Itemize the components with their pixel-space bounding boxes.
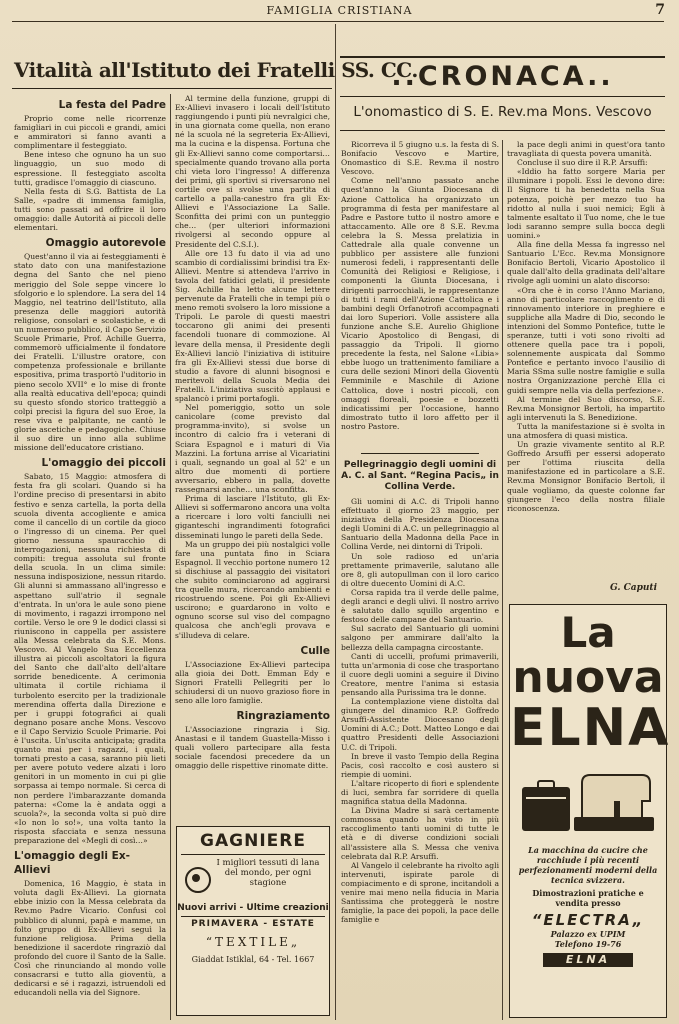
paragraph: Un sole radioso ed un'aria prettamente primaverile, salutano alle ore 8, gli autopullman con il loro carico di oltre duecento Uomini di A.C. bbox=[341, 551, 499, 588]
paragraph: Al termine della funzione, gruppi di Ex-Allievi invasero i locali dell'Istituto raggiungendo i punti più nevralgici che, in una giornata come quella, non erano né la scuola né la segreteria Ex-Allievi, ma la cucina e la dispensa. Fortuna che gli Ex-Allievi sanno come comportarsi… specialmente quando trovano alla porta chi vieta loro l'ingresso! A differenza dei primi, gli sportivi si riversarono nel cortile ove si svolse una partita di cartello a palla-canestro fra gli Ex-Allievi e l'Associazione La Salle. Sconfitta dei primi con un punteggio che… (per ulteriori informazioni rivolgersi al secondo oppure al Presidente del C.S.I.). bbox=[175, 94, 330, 249]
paragraph: Gli uomini di A.C. di Tripoli hanno effettuato il giorno 23 maggio, per iniziativa della Presidenza Diocesana degli Uomini di A.C. un pellegrinaggio al Santuario della Madonna della Pace in Collina Verde, nei dintorni di Tripoli. bbox=[341, 497, 499, 552]
paragraph: Sul sacrato del Santuario gli uomini salgono per ammirare dall'alto la bellezza della campagna circostante. bbox=[341, 624, 499, 652]
ad-highlight: Nuovi arrivi - Ultime creazioni bbox=[177, 903, 329, 913]
ad-tagline: I migliori tessuti di lana del mondo, per ogni stagione bbox=[216, 858, 320, 888]
ad-nuova: nuova bbox=[512, 652, 664, 703]
paragraph: Al Vangelo il celebrante ha rivolto agli intervenuti, ispirate parole di compiacimento e di sprone, incitandoli a venire mai meno nella fiducia in Maria Santissima che proteggerà le nostre famiglie, la pace dei popoli, la pace delle famiglie e bbox=[341, 860, 499, 925]
paragraph: Nel pomeriggio, sotto un sole canicolare (come previsto dal programma-invito), si svolse un incontro di calcio fra i veterani di Sciara Espagnol e i maturi di Via Mazzini. La fortuna arrise al Vicariatini i quali, segnando un goal al 52' e un altro due momenti di portiere avversario, ebbero in palla, dovette rassegnarsi anche… una sconfitta. bbox=[175, 403, 330, 495]
section-heading: La festa del Padre bbox=[58, 99, 166, 111]
column-divider bbox=[502, 140, 503, 1020]
paragraph: L'Associazione ringrazia i Sig. Anastasi e il tandem Guastella-Misso i quali vollero partecipare alla festa sociale facendosi precedere da un omaggio delle rispettive rinomate ditte. bbox=[175, 725, 330, 771]
onomastico-title: L'onomastico di S. E. Rev.ma Mons. Vescovo bbox=[353, 104, 652, 120]
paragraph: Bene inteso che ognuno ha un suo linguaggio, un suo modo di espressione. Il festeggiato ascolta tutti, gradisce l'omaggio di ciascuno. bbox=[14, 150, 166, 187]
article-signature: G. Caputi bbox=[609, 583, 657, 593]
section-heading: Culle bbox=[300, 644, 330, 657]
paragraph: Come nell'anno passato anche quest'anno la Giunta Diocesana di Azione Cattolica ha organizzato un programma di festa per manifestare al Padre e Pastore tutto il nostro amore e attaccamento. Alle ore 8 S.E. Rev.ma celebra la S. Messa prelatizia in Cattedrale alla quale convenne un pubblico per assistere alle funzioni numerosi fedeli, i rappresentanti delle Comunità dei Religiosi e Religiose, i componenti la Giunta Diocesana, i dirigenti parrocchiali, le rappresentanze di tutti i rami dell'Azione Cattolica e i bambini degli Orfanotrofi accompagnati dai loro Superiori. Volle assistere alla funzione anche S.E. Aurelio Ghiglione Vicario Apostolico di Bengasi, di passaggio da Tripoli. Il giorno precedente la festa, nel Salone «Libia» ebbe luogo un trattenimento familiare a cura delle sezioni Minori della Gioventù Femminile e Maschile di Azione Cattolica, dove i nostri piccoli, con omaggi floreali, poesie e bozzetti indicatissimi per l'occasione, hanno dimostrato tutto il loro affetto per il nostro Pastore. bbox=[341, 176, 499, 431]
ad-description: La macchina da cucire che racchiude i più recenti perfezionamenti moderni della tecnica svizzera. bbox=[518, 845, 658, 885]
paragraph: Alla fine della Messa fa ingresso nel Santuario L'Ecc. Rev.ma Monsignore Bonifacio Bertoli, Vicario Apostolico il quale dall'alto della gradinata dell'altare rivolge agli uomini un alato discorso: bbox=[507, 240, 665, 286]
elna-ad bbox=[509, 604, 671, 1018]
ad-textile: “TEXTILE„ bbox=[205, 935, 301, 949]
paragraph: Ma un gruppo dei più nostalgici volle fare una puntata fino in Sciara Espagnol. Il vecchio portone numero 12 si dischiuse al passaggio dei visitatori che subito cominciarono ad aggirarsi tra quelle mura, ricercando ambienti e ricostruendo scene. Poi gli Ex-Allievi uscirono; e guardarono in volto e ognuno scorse sul viso del compagno qualcosa che anch'egli provava e s'illudeva di celare. bbox=[175, 539, 330, 640]
paragraph: Ricorreva il 5 giugno u.s. la festa di S. Bonifacio Vescovo e Martire, Onomastico di S.E. Rev.ma il nostro Vescovo. bbox=[341, 140, 499, 177]
left-column-2 bbox=[175, 94, 330, 816]
paragraph: «Iddio ha fatto sorgere Maria per illuminare i popoli. Essi le devono dire: Il Signore ti ha benedetta nella Sua potenza, poichè per mezzo tuo ha ridotto al nulla i suoi nemici; Egli à talmente esaltato il Tuo nome, che le tue lodi saranno sempre sulla bocca degli uomini.» bbox=[507, 167, 665, 240]
gagniere-ad bbox=[176, 826, 330, 1016]
paragraph: Proprio come nelle ricorrenze famigliari in cui piccoli e grandi, amici e ammiratori si fanno avanti a complimentare il festeggiato. bbox=[14, 114, 166, 151]
header-rule bbox=[12, 21, 664, 22]
cronaca-header bbox=[340, 56, 665, 131]
elna-logo: ELNA bbox=[543, 953, 633, 967]
paragraph: Canti di uccelli, profumi primaverili, tutta un'armonia di cose che trasportano il cuore degli uomini a seguire il Divino Creatore, mentre l'anima si estasia pensando alla Purissima tra le donne. bbox=[341, 651, 499, 697]
pellegrinaggio-title: Pellegrinaggio degli uomini di A. C. al Sant. “Regina Pacis„ in Collina Verde. bbox=[341, 460, 499, 492]
section-heading: Omaggio autorevole bbox=[45, 237, 166, 250]
section-heading: L'omaggio degli Ex-Allievi bbox=[14, 850, 130, 877]
paragraph: In breve il vasto Tempio della Regina Pacis, così raccolto e così austero si riempie di uomini. bbox=[341, 751, 499, 779]
sewing-machine-icon bbox=[518, 761, 658, 841]
ad-rule bbox=[181, 854, 325, 855]
ad-address: Giaddat Istiklal, 64 - Tel. 1667 bbox=[191, 955, 315, 964]
section-heading: L'omaggio dei piccoli bbox=[41, 457, 166, 470]
paragraph: Alle ore 13 fu dato il via ad uno scambio di cordialissimi brindisi tra Ex-Allievi. Mentre si attendeva l'arrivo in tavola del fatidici gelati, il presidente Sig. Achille ha letto alcune lettere pervenute da Fratelli che in tempi più o meno remoti svolsero la loro missione a Tripoli. Le parole di questi maestri toccarono gli animi dei presenti facendoli tuonare di commozione. Al levare della mensa, il Presidente degli Ex-Allievi lanciò l'iniziativa di istituire fra gli Ex-Allievi stessi due borse di studio a favore di alunni bisognosi e meritevoli della Scuola Media dei Fratelli. L'iniziativa suscitò applausi e spalancò i primi portafogli. bbox=[175, 248, 330, 404]
paragraph: L'Associazione Ex-Allievi partecipa alla gioia dei Dott. Emman Edy e Signori Fratelli Pellegriti per lo schiudersi di un nuovo grazioso fiore in seno alle loro famiglie. bbox=[175, 659, 330, 705]
paragraph: Nella festa di S.G. Battista de La Salle, «padre di immensa famiglia, tutti sono passati ad offrire il loro omaggio: dalle Autorità ai piccoli delle elementari. bbox=[14, 186, 166, 233]
paragraph: La Divina Madre si sarà certamente commossa quando ha visto in più raccoglimento tanti uomini di tutte le età e di diverse condizioni sociali all'assistere alla S. Messa che veniva celebrata dal R.P. Arsuffi. bbox=[341, 806, 499, 861]
ad-la: La bbox=[560, 608, 616, 657]
publication-title: FAMIGLIA CRISTIANA bbox=[266, 4, 413, 17]
column-divider bbox=[170, 94, 171, 1020]
running-header bbox=[0, 2, 679, 20]
right-column-1 bbox=[341, 140, 499, 1020]
paragraph: Tutta la manifestazione si è svolta in una atmosfera di quasi mistica. bbox=[507, 421, 665, 440]
page-divider bbox=[335, 24, 336, 1020]
ad-address-2: Telefono 19-76 bbox=[554, 939, 622, 949]
left-headline: Vitalità all'Istituto dei Fratelli SS. CC. bbox=[14, 58, 418, 82]
paragraph: Corsa rapida tra il verde delle palme, degli aranci e degli ulivi. Il nostro arrivo è salutato dallo squillo argentino e festoso delle campane del Santuario. bbox=[341, 587, 499, 625]
page-number: 7 bbox=[655, 2, 665, 18]
cronaca-title: ..CRONACA.. bbox=[391, 61, 614, 92]
paragraph: «Ora che è in corso l'Anno Mariano, anno di particolare raccoglimento e di rinnovamento interiore in preghiere e suppliche alla Madre di Dio, secondo le intenzioni del Sommo Pontefice, tutte le speranze, tutti i voti sono rivolti ad ottenere quella pace tra i popoli, solennemente auspicata dal Sommo Pontefice e pertanto invoco l'ausilio di Maria SSma sulle nostre famiglie e sulla nostra Organizzazione perchè Ella ci guidi sempre nella via della perfezione». bbox=[507, 285, 665, 395]
left-column-1 bbox=[14, 94, 166, 1020]
section-heading: Ringraziamento bbox=[236, 710, 330, 723]
paragraph: la pace degli animi in quest'ora tanto travagliata di questa povera umanità. bbox=[507, 140, 665, 159]
section-rule bbox=[361, 453, 479, 454]
ad-dealer: “ELECTRA„ bbox=[531, 911, 645, 929]
paragraph: Sabato, 15 Maggio: atmosfera di festa fra gli scolari. Quando si ha l'ordine preciso di presentarsi in abito festivo e senza cartella, la porta della scuola diventa accogliente e amica come il cancello di un cortile da gioco o l'ingresso di un cinema. Per quel giorno nessuna spauracchio di interrogazioni, nessuna richiesta di compiti: tregua assoluta sul fronte della scuola. In un clima simile: nessuna indisposizione, nessun ritardo. Gli alunni si ammassano all'ingresso e aspettano sull'atrio il segnale d'entrata. In un'ora le aule sono piene di movimento, i ragazzi irrompono nel cortile. Verso le ore 9 le dodici classi si riuniscono in cappella per assistere alla Messa celebrata da S.E. Mons. Vescovo. Al Vangelo Sua Eccellenza illustra ai piccoli ascoltatori la figura del Santo che dall'alto dell'altare sorride benedicente. A cerimonia ultimata il cortile richiama il turbolento esercito per la tradizionale merendina offerta dalla Direzione e per i gruppi fotografici ai quali degnano posare anche Mons. Vescovo e il Capo Servizio Scuole Primarie. Poi è l'uscita. Un'uscita anticipata; gradita quanto mai per i ragazzi, i quali, tornati presto a casa, saranno più lieti per avere potuto vedere alzati i loro genitori in un momento in cui pi glie sorpassa ai tempo normale. Si cerca di non perdere l'imbarazzante domanda paterna: «Come la è andata oggi a scuola?», la seconda volta si può dire «Io non lo so!», una volta tanto la risposta sfacciata e senza nessuna preparazione del «Megli di così…» bbox=[14, 472, 166, 846]
fabric-logo-icon bbox=[185, 867, 211, 893]
paragraph: Prima di lasciare l'Istituto, gli Ex-Allievi si soffermarono ancora una volta a ricercare i loro volti fanciulli nei giganteschi ingrandimenti fotografici disseminati lungo le pareti della Sede. bbox=[175, 494, 330, 540]
paragraph: Quest'anno il via ai festeggiamenti è stato dato con una manifestazione degna del Santo che nel pieno meriggio del Sole seppe vincere lo sfolgorio e lo splendore. La sera del 14 Maggio, nel teatrino dell'Istituto, alla presenza delle maggiori autorità religiose, consolari e scolastiche, e di un numeroso pubblico, il Capo Servizio Scuole Primarie, Prof. Achille Guerra, commemorò ufficialmente il fondatore dei Fratelli. L'illustre oratore, con competenza professionale e brillante espositiva, prima trasportò l'uditorio in pieno secolo XVII° e lo mise di fronte alla realtà educativa dell'epoca; quindi su questo sfondo storico tratteggiò a colpi precisi la figura del suo Eroe, la rese viva e palpitante, ne cantò le glorie ascetiche e pedagogiche. Chiuse il suo dire un inno alla sublime missione dell'educatore cristiano. bbox=[14, 252, 166, 453]
paragraph: Concluse il suo dire il R.P. Arsuffi: bbox=[517, 158, 648, 168]
ad-season: PRIMAVERA - ESTATE bbox=[181, 916, 325, 929]
paragraph: Un grazie vivamente sentito al R.P. Goffredo Arsuffi per essersi adoperato per l'ottima riuscita della manifestazione ed in particolare a S.E. Rev.ma Monsignor Bonifacio Bertoli, il quale vogliamo, da queste colonne far giungere l'eco della nostra filiale riconoscenza. bbox=[507, 440, 665, 513]
right-column-2 bbox=[507, 140, 665, 590]
ad-demo: Dimostrazioni pratiche e vendita presso bbox=[532, 888, 644, 908]
headline-rule bbox=[12, 88, 332, 89]
paragraph: Al termine del Suo discorso, S.E. Rev.ma Monsignor Bertoli, ha impartito agli intervenuti la S. Benedizione. bbox=[507, 394, 665, 422]
ad-address-1: Palazzo ex UPIM bbox=[550, 929, 626, 939]
paragraph: Domenica, 16 Maggio, è stata in voluta dagli Ex-Allievi. La giornata ebbe inizio con la Messa celebrata da Rev.mo Padre Vicario. Confusi col pubblico di alunni, papà e mamme, un folto gruppo di Ex-Allievi seguì la funzione religiosa. Prima della benedizione il sacerdote ringraziò dal profondo del cuore il Santo de la Salle. Così che rinunciando al mondo volle consacrarsi e tutto alla gioventù, a dedicarsi e sé i ragazzi, istruendoli ed educandoli nella via del Signore. bbox=[14, 879, 166, 998]
ad-elna: ELNA bbox=[510, 698, 671, 758]
cronaca-rule bbox=[340, 96, 665, 97]
paragraph: L'altare ricoperto di fiori e splendente di luci, sembra far sorridere di quella magnifica statua della Madonna. bbox=[341, 778, 499, 807]
paragraph: La contemplazione viene distolta dal giungere del dinamico R.P. Goffredo Arsuffi-Assistente Diocesano degli Uomini di A.C.; Dott. Matteo Longo e dai quattro Presidenti delle Associazioni U.C. di Tripoli. bbox=[341, 697, 499, 752]
ad-brand-name: GAGNIERE bbox=[200, 831, 306, 851]
